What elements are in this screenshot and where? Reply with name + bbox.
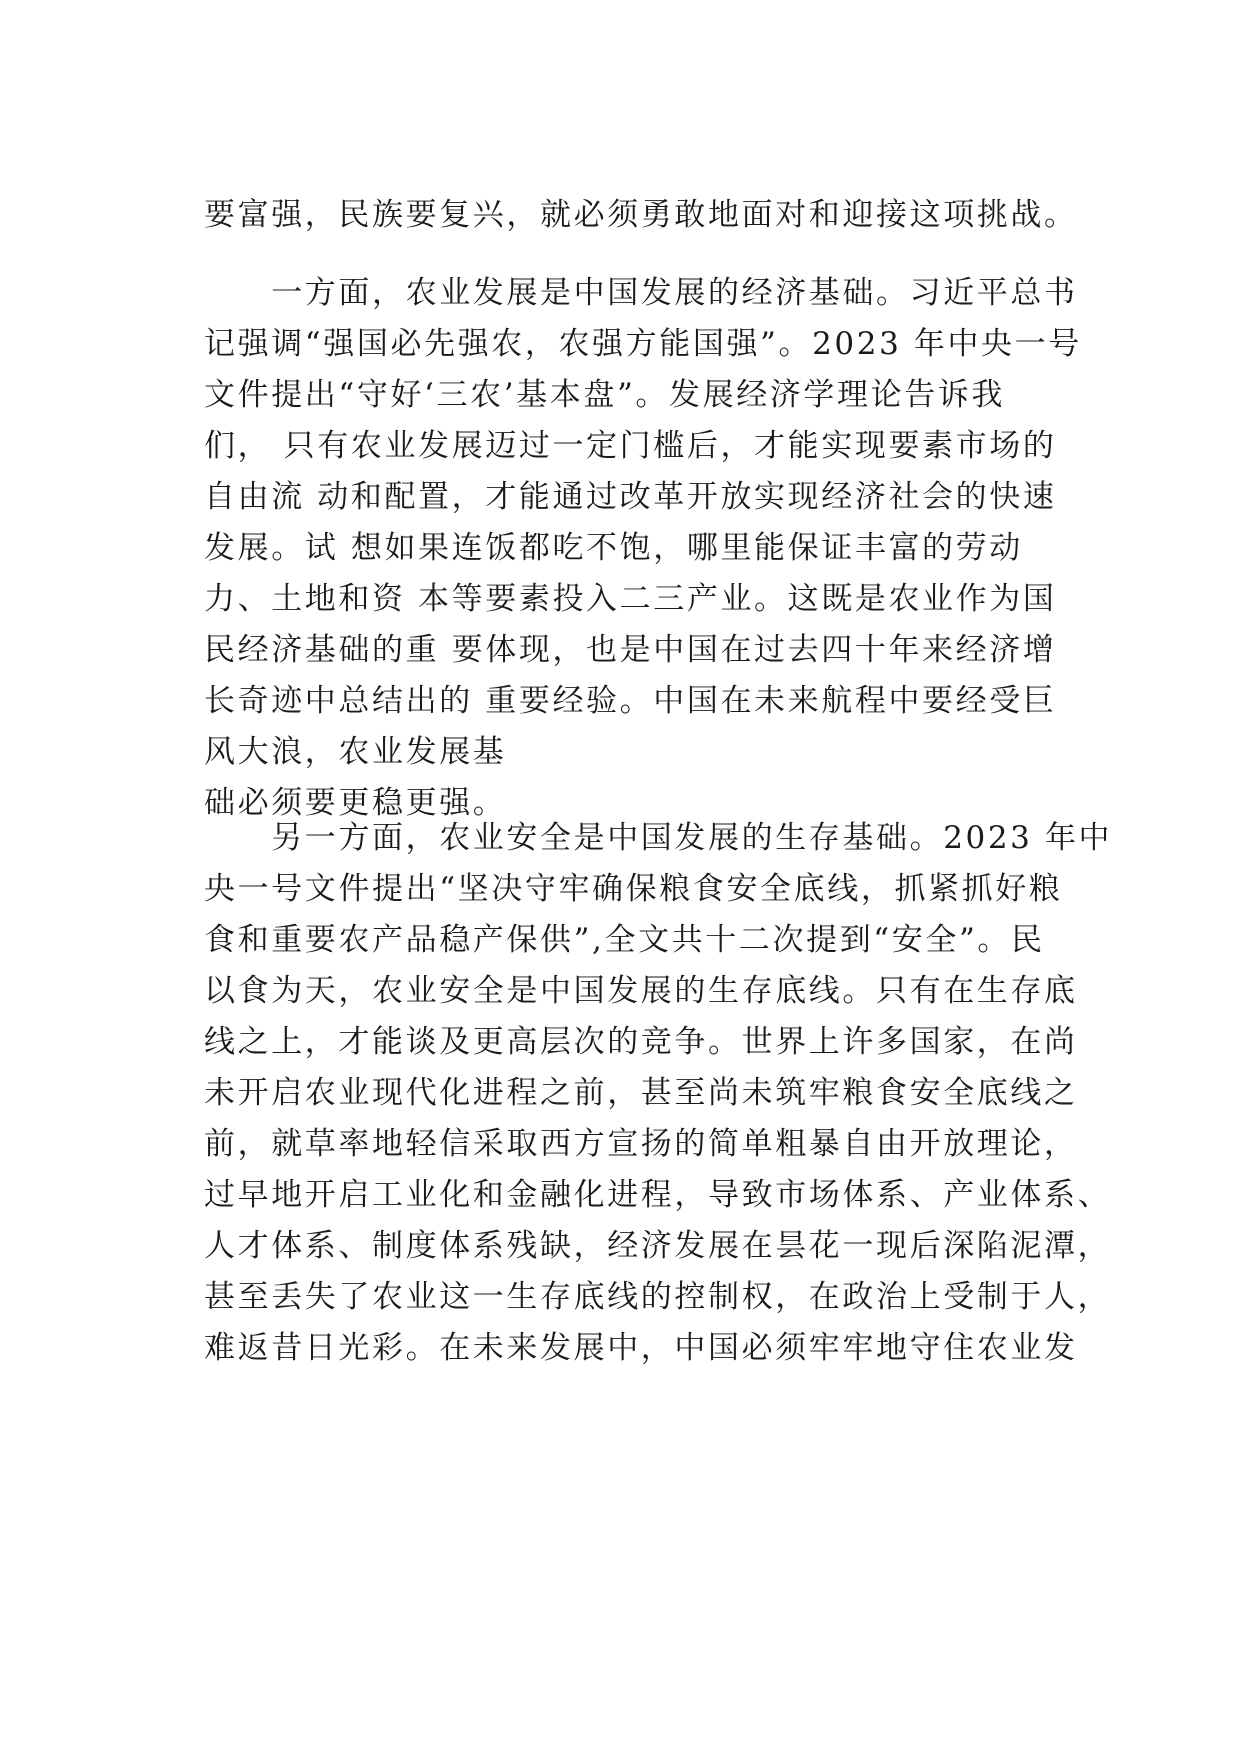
text-line: 风大浪，农业发展基 xyxy=(204,734,507,770)
text-line: 人才体系、制度体系残缺，经济发展在昙花一现后深陷泥潭， xyxy=(204,1228,1112,1264)
text-line: 长奇迹中总结出的 重要经验。中国在未来航程中要经受巨 xyxy=(204,683,1057,719)
paragraph-agriculture-economic-foundation xyxy=(204,268,1084,829)
text-line: 们， 只有农业发展迈过一定门槛后，才能实现要素市场的 xyxy=(204,428,1057,464)
text-line: 前，就草率地轻信采取西方宣扬的简单粗暴自由开放理论， xyxy=(204,1126,1078,1162)
text-line: 未开启农业现代化进程之前，甚至尚未筑牢粮食安全底线之 xyxy=(204,1075,1078,1111)
text-line: 线之上，才能谈及更高层次的竞争。世界上许多国家，在尚 xyxy=(204,1024,1078,1060)
text-line: 一方面，农业发展是中国发展的经济基础。习近平总书 xyxy=(204,275,1078,311)
text-line: 文件提出“守好‘三农’基本盘”。发展经济学理论告诉我 xyxy=(204,377,1006,413)
text-line: 记强调“强国必先强农，农强方能国强”。2023 年中央一号 xyxy=(204,326,1082,362)
text-line: 民经济基础的重 要体现，也是中国在过去四十年来经济增 xyxy=(204,632,1057,668)
text-line: 央一号文件提出“坚决守牢确保粮食安全底线，抓紧抓好粮 xyxy=(204,871,1063,907)
text-line: 要富强，民族要复兴，就必须勇敢地面对和迎接这项挑战。 xyxy=(204,197,1078,233)
text-line: 甚至丢失了农业这一生存底线的控制权，在政治上受制于人， xyxy=(204,1279,1112,1315)
paragraph-agriculture-survival-foundation xyxy=(204,813,1113,1374)
text-line: 过早地开启工业化和金融化进程，导致市场体系、产业体系、 xyxy=(204,1177,1112,1213)
text-line: 以食为天，农业安全是中国发展的生存底线。只有在生存底 xyxy=(204,973,1078,1009)
text-line: 力、土地和资 本等要素投入二三产业。这既是农业作为国 xyxy=(204,581,1057,617)
text-line: 发展。试 想如果连饭都吃不饱，哪里能保证丰富的劳动 xyxy=(204,530,1023,566)
text-line: 食和重要农产品稳产保供”,全文共十二次提到“安全”。民 xyxy=(204,922,1045,958)
text-line: 难返昔日光彩。在未来发展中，中国必须牢牢地守住农业发 xyxy=(204,1330,1078,1366)
intro-text xyxy=(204,190,1084,241)
text-line: 础必须要更稳更强。 xyxy=(204,785,507,821)
text-line: 另一方面，农业安全是中国发展的生存基础。2023 年中 xyxy=(204,820,1113,856)
text-line: 自由流 动和配置，才能通过改革开放实现经济社会的快速 xyxy=(204,479,1057,515)
